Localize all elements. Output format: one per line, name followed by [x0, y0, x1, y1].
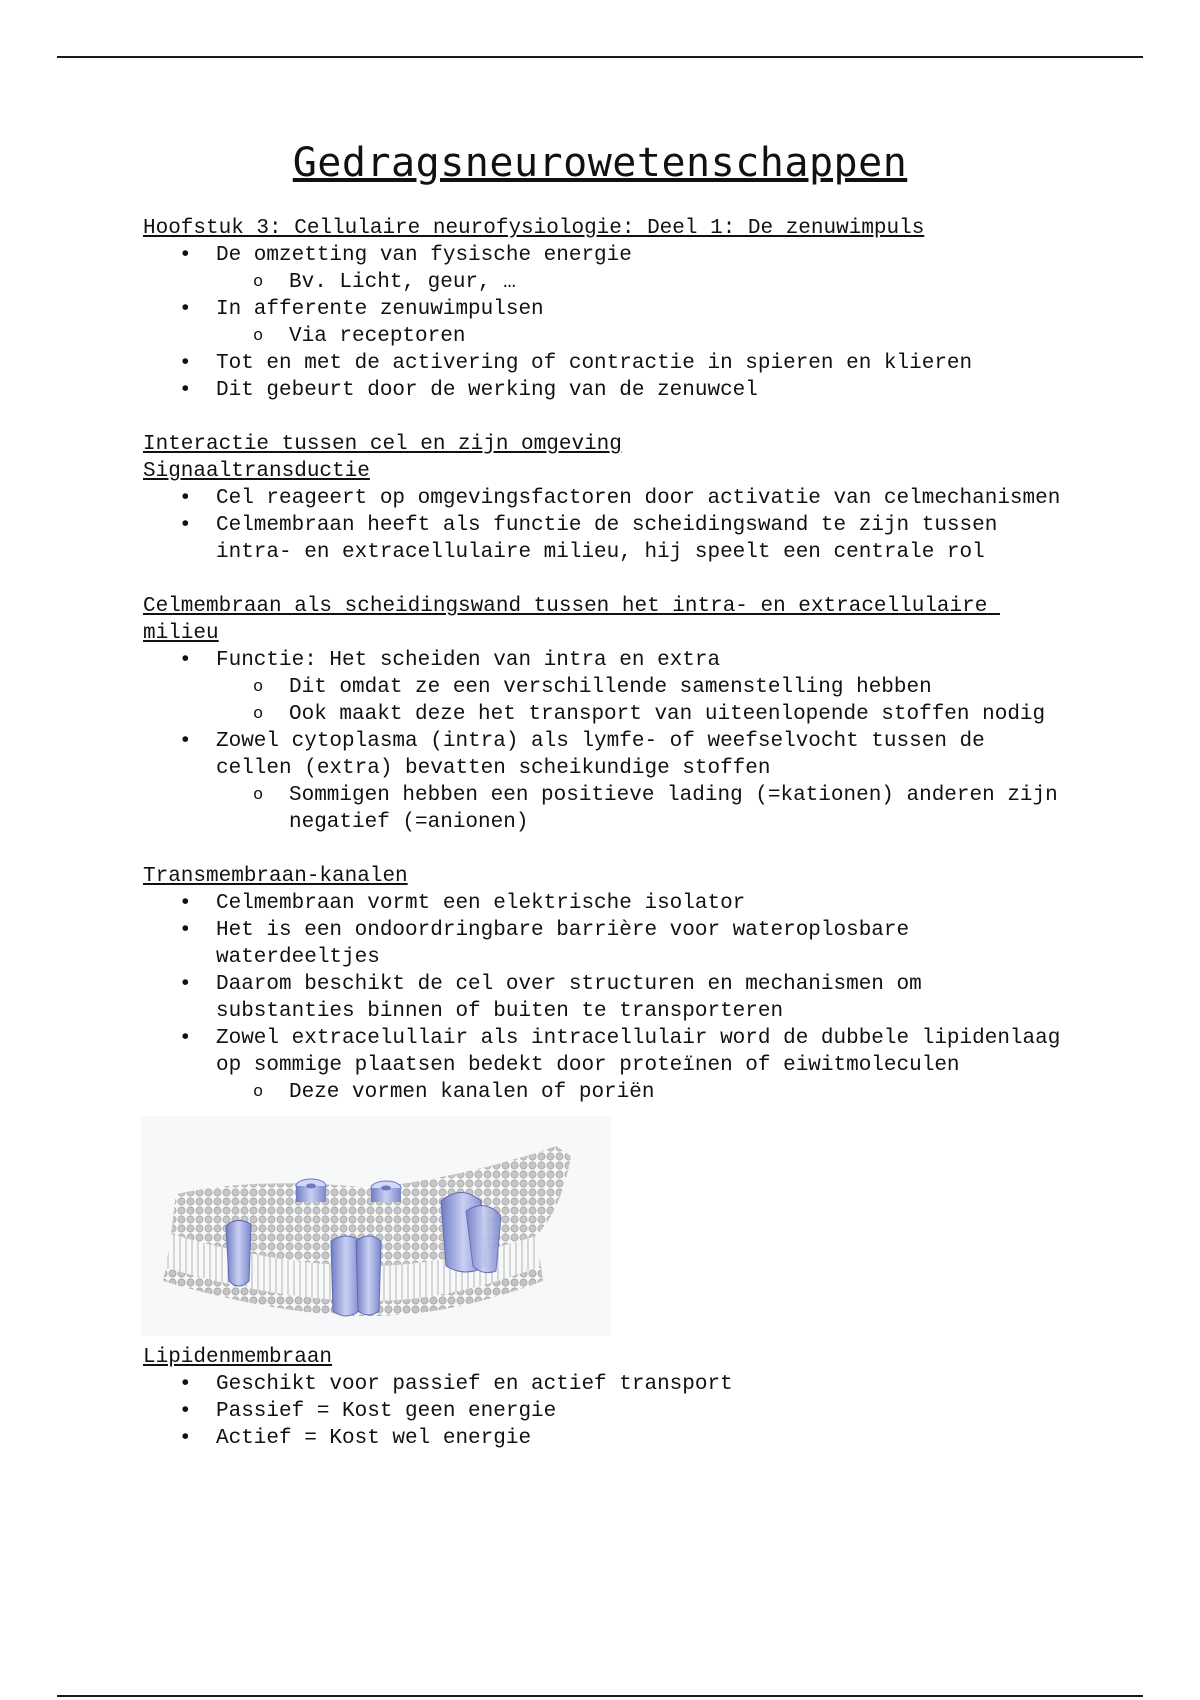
section-heading: Interactie tussen cel en zijn omgeving: [143, 433, 622, 456]
channel-protein-left: [226, 1220, 251, 1286]
sub-list-item: o Bv. Licht, geur, …: [289, 269, 1063, 296]
bullet-list: [143, 647, 1063, 836]
section-celmembraan: [143, 593, 1063, 836]
channel-pore-top-1: [296, 1179, 326, 1202]
section-heading: Celmembraan als scheidingswand tussen het intra- en extracellulaire milieu: [143, 595, 1000, 645]
list-item: [143, 242, 1063, 296]
channel-pore-top-2: [371, 1181, 401, 1202]
list-item: [143, 296, 1063, 350]
list-item: • Cel reageert op omgevingsfactoren door activatie van celmechanismen: [143, 485, 1063, 512]
list-item-text: Zowel cytoplasma (intra) als lymfe- of weefselvocht tussen de cellen (extra) bevatten scheikundige stoffen: [216, 730, 985, 780]
section-lipidenmembraan: [143, 1344, 1063, 1452]
page-title: Gedragsneurowetenschappen: [292, 140, 908, 186]
list-item-text: Functie: Het scheiden van intra en extra: [216, 649, 721, 672]
section-interactie: [143, 431, 1063, 566]
channel-protein-center: [331, 1236, 381, 1316]
sub-list-item: o Dit omdat ze een verschillende samenstelling hebben: [289, 674, 1063, 701]
membrane-channels-illustration: [141, 1116, 611, 1336]
sub-list-item: o Via receptoren: [289, 323, 1063, 350]
list-item: [143, 728, 1063, 836]
list-item: • Daarom beschikt de cel over structuren en mechanismen om substanties binnen of buiten te transporteren: [143, 971, 1063, 1025]
section-transmembraan-kanalen: [143, 863, 1063, 1106]
list-item-text: De omzetting van fysische energie: [216, 244, 632, 267]
list-item-text: In afferente zenuwimpulsen: [216, 298, 544, 321]
membrane-illustration-svg: [141, 1116, 611, 1336]
bottom-rule: [57, 1695, 1143, 1697]
section-heading: Lipidenmembraan: [143, 1346, 333, 1369]
section-heading: Transmembraan-kanalen: [143, 865, 408, 888]
list-item: • Passief = Kost geen energie: [143, 1398, 1063, 1425]
bullet-list: [143, 242, 1063, 404]
bullet-list: [143, 890, 1063, 1106]
section-heading: Hoofstuk 3: Cellulaire neurofysiologie: Deel 1: De zenuwimpuls: [143, 217, 925, 240]
list-item: • Geschikt voor passief en actief transport: [143, 1371, 1063, 1398]
list-item: • Celmembraan vormt een elektrische isolator: [143, 890, 1063, 917]
list-item: • Het is een ondoordringbare barrière voor wateroplosbare waterdeeltjes: [143, 917, 1063, 971]
list-item-text: Zowel extracelullair als intracellulair word de dubbele lipidenlaag op sommige plaatsen bedekt door proteïnen of eiwitmoleculen: [216, 1027, 1061, 1077]
list-item: • Tot en met de activering of contractie in spieren en klieren: [143, 350, 1063, 377]
bullet-list: [143, 1371, 1063, 1452]
bullet-list: [143, 485, 1063, 566]
top-rule: [57, 56, 1143, 58]
list-item: • Dit gebeurt door de werking van de zenuwcel: [143, 377, 1063, 404]
document-body: [143, 215, 1063, 1452]
list-item: [143, 647, 1063, 728]
sub-list-item: o Deze vormen kanalen of poriën: [289, 1079, 1063, 1106]
section-subheading: Signaaltransductie: [143, 460, 370, 483]
sub-list-item: o Ook maakt deze het transport van uiteenlopende stoffen nodig: [289, 701, 1063, 728]
list-item: • Actief = Kost wel energie: [143, 1425, 1063, 1452]
section-hoofdstuk-3: [143, 215, 1063, 404]
list-item: [143, 1025, 1063, 1106]
list-item: • Celmembraan heeft als functie de scheidingswand te zijn tussen intra- en extracellulaire milieu, hij speelt een centrale rol: [143, 512, 1063, 566]
sub-list-item: o Sommigen hebben een positieve lading (=kationen) anderen zijn negatief (=anionen): [289, 782, 1063, 836]
